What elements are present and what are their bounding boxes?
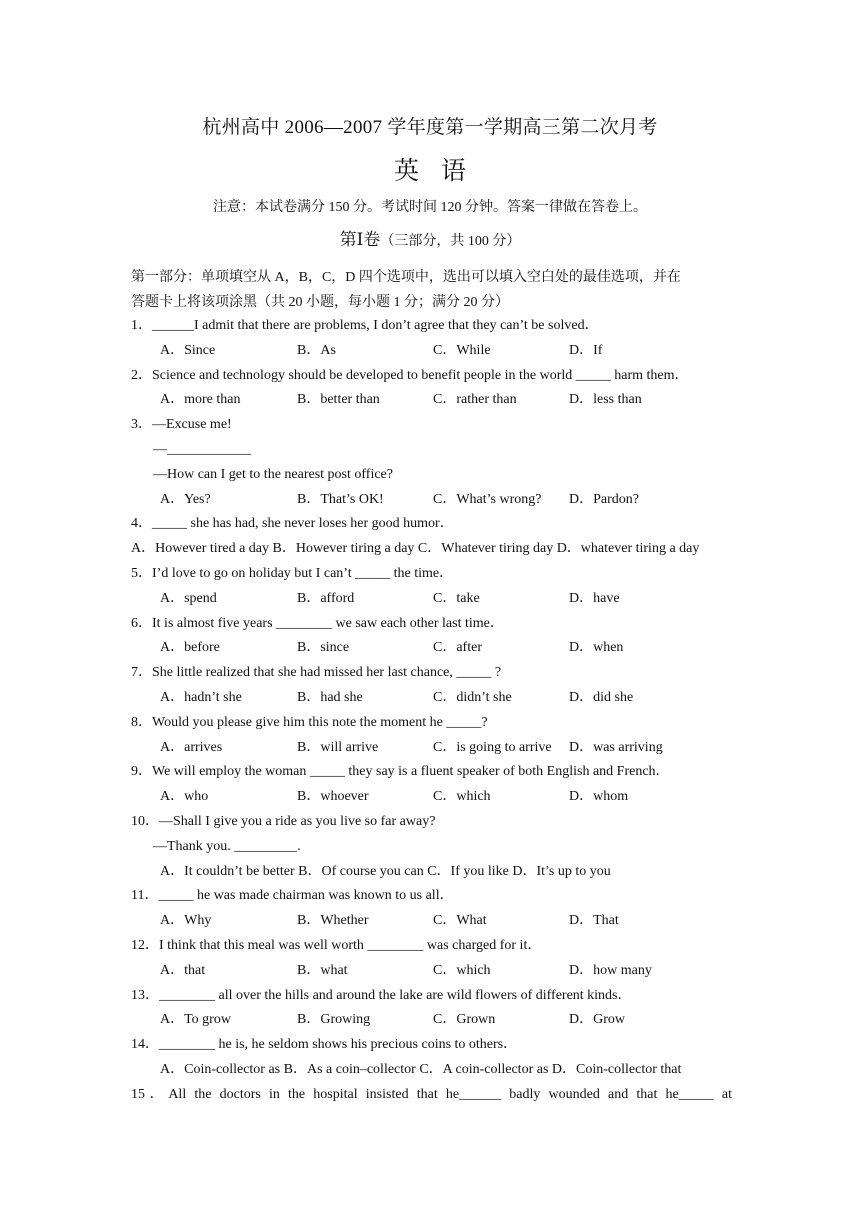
section-title-note: （三部分，共 100 分） — [380, 234, 521, 249]
option-d: D．was arriving — [569, 739, 663, 755]
option-b: B．As — [297, 342, 336, 358]
question-text: 10．—Shall I give you a ride as you live so far away? — [131, 813, 436, 829]
question-text: 2．Science and technology should be developed to benefit people in the world _____ harm them． — [131, 367, 689, 383]
question-7-stem — [0, 661, 860, 686]
options-inline: A．Coin-collector as B．As a coin–collector C．A coin-collector as D．Coin-collector that — [160, 1061, 682, 1077]
option-c: C．What’s wrong? — [433, 491, 542, 507]
question-6-stem — [0, 612, 860, 637]
option-a: A．that — [160, 962, 206, 978]
question-10-dialogue-reply — [0, 835, 860, 860]
section-title-label: 第Ⅰ卷 — [339, 230, 381, 249]
question-2-options — [0, 388, 860, 413]
option-d: D．Pardon? — [569, 491, 639, 507]
option-d: D．how many — [569, 962, 652, 978]
question-8-options — [0, 736, 860, 761]
option-b: B．That’s OK! — [297, 491, 384, 507]
question-text: 15．All the doctors in the hospital insisted that he______ badly wounded and that he_____ at — [131, 1086, 732, 1102]
question-text: 3．—Excuse me! — [131, 417, 232, 433]
options-inline: A．However tired a day B．However tiring a day C．Whatever tiring day D．whatever tiring a day — [131, 541, 700, 557]
question-11-options — [0, 909, 860, 934]
option-b: B．better than — [297, 392, 380, 408]
option-c: C．after — [433, 640, 482, 656]
question-text: 8．Would you please give him this note the moment he _____? — [131, 714, 488, 730]
question-text: 7．She little realized that she had missed her last chance, _____ ? — [131, 665, 502, 681]
option-c: C．which — [433, 789, 491, 805]
option-d: D．Grow — [569, 1012, 625, 1028]
question-text: 11．_____ he was made chairman was known to us all． — [131, 888, 454, 904]
option-a: A．hadn’t she — [160, 689, 242, 705]
question-6-options — [0, 636, 860, 661]
question-3-stem — [0, 413, 860, 438]
option-d: D．whom — [569, 789, 629, 805]
dialogue-line: —____________ — [153, 441, 251, 457]
option-d: D．did she — [569, 689, 634, 705]
option-c: C．is going to arrive — [433, 739, 552, 755]
section-heading — [0, 229, 860, 253]
question-text: 13．________ all over the hills and around the lake are wild flowers of different kinds． — [131, 987, 632, 1003]
question-8-stem — [0, 711, 860, 736]
question-list — [0, 314, 860, 1108]
option-d: D．have — [569, 590, 620, 606]
option-b: B．had she — [297, 689, 363, 705]
question-14-options — [0, 1058, 860, 1083]
option-b: B．Growing — [297, 1012, 371, 1028]
options-inline: A．It couldn’t be better B．Of course you can C．If you like D．It’s up to you — [160, 863, 611, 879]
question-10-stem — [0, 810, 860, 835]
question-9-options — [0, 785, 860, 810]
option-a: A．arrives — [160, 739, 223, 755]
option-b: B．Whether — [297, 913, 369, 929]
question-3-dialogue-blank — [0, 438, 860, 463]
option-b: B．since — [297, 640, 350, 656]
question-text: 5．I’d love to go on holiday but I can’t _____ the time． — [131, 565, 454, 581]
option-a: A．who — [160, 789, 209, 805]
question-9-stem — [0, 760, 860, 785]
question-5-stem — [0, 562, 860, 587]
question-4-options — [0, 537, 860, 562]
question-text: 9．We will employ the woman _____ they say is a fluent speaker of both English and French． — [131, 764, 670, 780]
option-c: C．didn’t she — [433, 689, 512, 705]
question-12-options — [0, 959, 860, 984]
question-12-stem — [0, 934, 860, 959]
subject-heading: 英语 — [393, 158, 488, 185]
option-c: C．Grown — [433, 1012, 496, 1028]
question-text: 1．______I admit that there are problems, I don’t agree that they can’t be solved． — [131, 318, 599, 333]
option-c: C．rather than — [433, 392, 517, 408]
exam-title: 杭州高中 2006—2007 学年度第一学期高三第二次月考 — [202, 117, 658, 138]
question-text: 12．I think that this meal was well worth ________ was charged for it． — [131, 937, 542, 953]
question-1-options — [0, 339, 860, 364]
option-d: D．less than — [569, 392, 642, 408]
exam-notice: 注意：本试卷满分 150 分。考试时间 120 分钟。答案一律做在答卷上。 — [213, 200, 647, 215]
question-3-options — [0, 488, 860, 513]
option-a: A．Since — [160, 342, 216, 358]
option-a: A．To grow — [160, 1012, 231, 1028]
option-a: A．before — [160, 640, 220, 656]
question-1-stem — [0, 314, 860, 339]
option-c: C．What — [433, 913, 487, 929]
option-c: C．which — [433, 962, 491, 978]
option-a: A．spend — [160, 590, 217, 606]
question-10-options — [0, 860, 860, 885]
part-one-instructions — [131, 265, 731, 315]
option-d: D．If — [569, 342, 603, 358]
dialogue-line: —How can I get to the nearest post office? — [153, 466, 393, 482]
option-c: C．While — [433, 342, 491, 358]
question-4-stem — [0, 512, 860, 537]
option-c: C．take — [433, 590, 480, 606]
option-b: B．what — [297, 962, 348, 978]
question-15-stem — [0, 1083, 860, 1108]
option-b: B．will arrive — [297, 739, 379, 755]
part-one-intro-line-1: 第一部分：单项填空从 A，B，C，D 四个选项中，选出可以填入空白处的最佳选项，并在 — [131, 270, 681, 285]
question-13-stem — [0, 984, 860, 1009]
part-one-intro-line-2: 答题卡上将该项涂黑（共 20 小题，每小题 1 分；满分 20 分） — [131, 295, 509, 310]
question-11-stem — [0, 884, 860, 909]
option-b: B．afford — [297, 590, 355, 606]
question-14-stem — [0, 1033, 860, 1058]
option-a: A．more than — [160, 392, 241, 408]
question-13-options — [0, 1008, 860, 1033]
option-a: A．Yes? — [160, 491, 211, 507]
dialogue-line: —Thank you. _________. — [153, 838, 301, 854]
question-text: 4．_____ she has had, she never loses her good humor． — [131, 516, 454, 532]
option-a: A．Why — [160, 913, 212, 929]
option-d: D．That — [569, 913, 619, 929]
question-text: 14．________ he is, he seldom shows his precious coins to others． — [131, 1037, 518, 1053]
question-7-options — [0, 686, 860, 711]
question-3-dialogue-reply — [0, 463, 860, 488]
question-text: 6．It is almost five years ________ we saw each other last time． — [131, 615, 504, 631]
option-d: D．when — [569, 640, 624, 656]
question-5-options — [0, 587, 860, 612]
option-b: B．whoever — [297, 789, 369, 805]
question-2-stem — [0, 364, 860, 389]
